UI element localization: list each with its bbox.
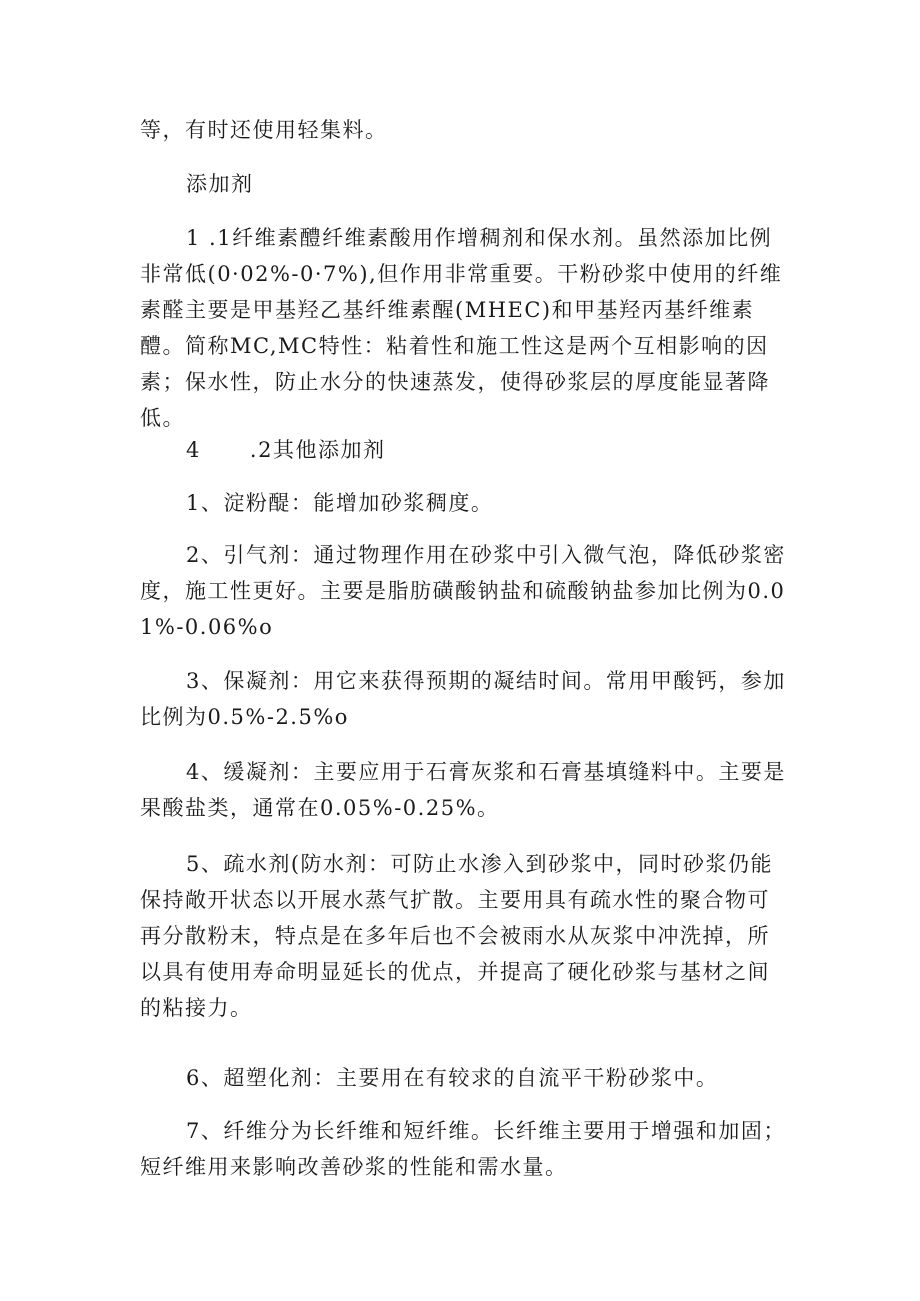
list-item-hydrophobic-agent: 5、疏水剂(防水剂：可防止水渗入到砂浆中，同时砂浆仍能保持敞开状态以开展水蒸气扩散。主要用具有疏水性的聚合物可再分散粉末，特点是在多年后也不会被雨水从灰浆中冲洗掉，所以具有使用寿命明显延长的优点，并提高了硬化砂浆与基材之间的粘接力。 (140, 852, 774, 1020)
paragraph-continuation: 等，有时还使用轻集料。 (140, 118, 388, 142)
list-item-fibers: 7、纤维分为长纤维和短纤维。长纤维主要用于增强和加固；短纤维用来影响改善砂浆的性能和需水量。 (140, 1119, 786, 1179)
list-item-accelerator: 3、保凝剂：用它来获得预期的凝结时间。常用甲酸钙，参加比例为0.5%-2.5%o (140, 669, 786, 729)
list-item-air-entraining: 2、引气剂：通过物理作用在砂浆中引入微气泡，降低砂浆密度，施工性更好。主要是脂肪磺酸钠盐和硫酸钠盐参加比例为0.01%-0.06%o (140, 543, 786, 639)
paragraph-cellulose-ether: 1 .1纤维素醴纤维素酸用作增稠剂和保水剂。虽然添加比例非常低(0·02%-0·7%),但作用非常重要。干粉砂浆中使用的纤维素醛主要是甲基羟乙基纤维素醒(MHEC)和甲基羟丙基纤维素醴。简称MC,MC特性：粘着性和施工性这是两个互相影响的因素；保水性，防止水分的快速蒸发，使得砂浆层的厚度能显著降低。 (140, 226, 783, 430)
heading-additives: 添加剂 (186, 172, 254, 196)
list-item-starch-ether: 1、淀粉醍：能增加砂浆稠度。 (186, 491, 494, 515)
heading-other-additives: 4 .2其他添加剂 (186, 438, 386, 462)
list-item-superplasticizer: 6、超塑化剂：主要用在有较求的自流平干粉砂浆中。 (186, 1066, 719, 1090)
list-item-retarder: 4、缓凝剂：主要应用于石膏灰浆和石膏基填缝料中。主要是果酸盐类，通常在0.05%-0.25%。 (140, 760, 786, 820)
